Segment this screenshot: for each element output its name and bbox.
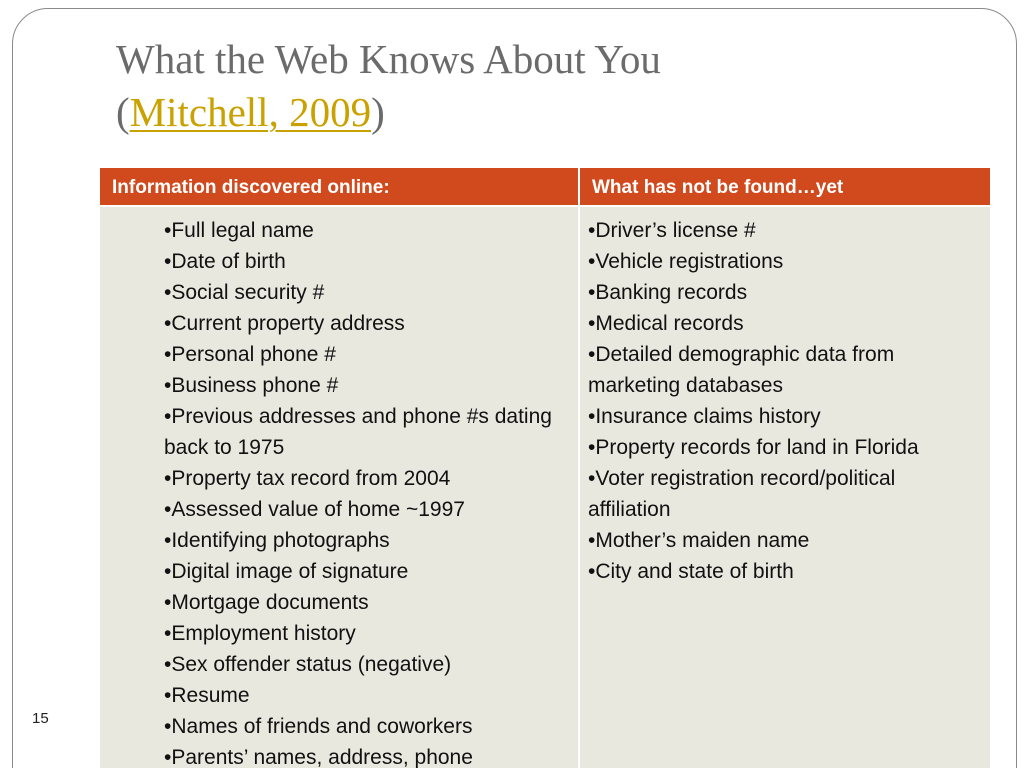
list-item: •Business phone # bbox=[164, 374, 339, 397]
list-item: •Employment history bbox=[164, 622, 356, 645]
list-item: •Current property address bbox=[164, 312, 405, 335]
header-not-found: What has not be found…yet bbox=[592, 177, 844, 198]
list-item: •Date of birth bbox=[164, 250, 286, 273]
list-item: •Names of friends and coworkers bbox=[164, 715, 473, 738]
slide-title bbox=[116, 33, 976, 139]
list-item: •Resume bbox=[164, 684, 250, 707]
page-number: 15 bbox=[32, 710, 49, 727]
list-item: •Parents’ names, address, phone bbox=[164, 746, 473, 768]
open-paren: ( bbox=[116, 89, 130, 135]
list-item: •Property records for land in Florida bbox=[588, 436, 919, 459]
list-item: •Digital image of signature bbox=[164, 560, 409, 583]
list-item: •Social security # bbox=[164, 281, 325, 304]
list-item: •Mother’s maiden name bbox=[588, 529, 810, 552]
list-item: •Insurance claims history bbox=[588, 405, 821, 428]
table-header-row bbox=[100, 168, 990, 207]
list-item: •City and state of birth bbox=[588, 560, 794, 583]
title-line-2 bbox=[116, 86, 976, 139]
list-item: •Property tax record from 2004 bbox=[164, 467, 451, 490]
discovered-list bbox=[100, 207, 580, 768]
list-item: •Identifying photographs bbox=[164, 529, 390, 552]
list-item: •Full legal name bbox=[164, 219, 314, 242]
list-item: •Voter registration record/political affiliation bbox=[588, 467, 896, 521]
title-line-1: What the Web Knows About You bbox=[116, 36, 661, 82]
list-item: •Assessed value of home ~1997 bbox=[164, 498, 465, 521]
table-body-row bbox=[100, 207, 990, 768]
close-paren: ) bbox=[371, 89, 385, 135]
list-item: •Personal phone # bbox=[164, 343, 336, 366]
list-item: •Previous addresses and phone #s dating back to 1975 bbox=[164, 405, 552, 459]
list-item: •Banking records bbox=[588, 281, 748, 304]
list-item: •Vehicle registrations bbox=[588, 250, 784, 273]
list-item: •Medical records bbox=[588, 312, 744, 335]
not-found-list bbox=[580, 207, 990, 768]
info-table bbox=[100, 168, 990, 768]
header-discovered: Information discovered online: bbox=[100, 168, 580, 205]
list-item: •Sex offender status (negative) bbox=[164, 653, 452, 676]
list-item: •Detailed demographic data from marketing databases bbox=[588, 343, 895, 397]
citation-link[interactable]: Mitchell, 2009 bbox=[129, 89, 372, 135]
list-item: •Driver’s license # bbox=[588, 219, 756, 242]
list-item: •Mortgage documents bbox=[164, 591, 369, 614]
